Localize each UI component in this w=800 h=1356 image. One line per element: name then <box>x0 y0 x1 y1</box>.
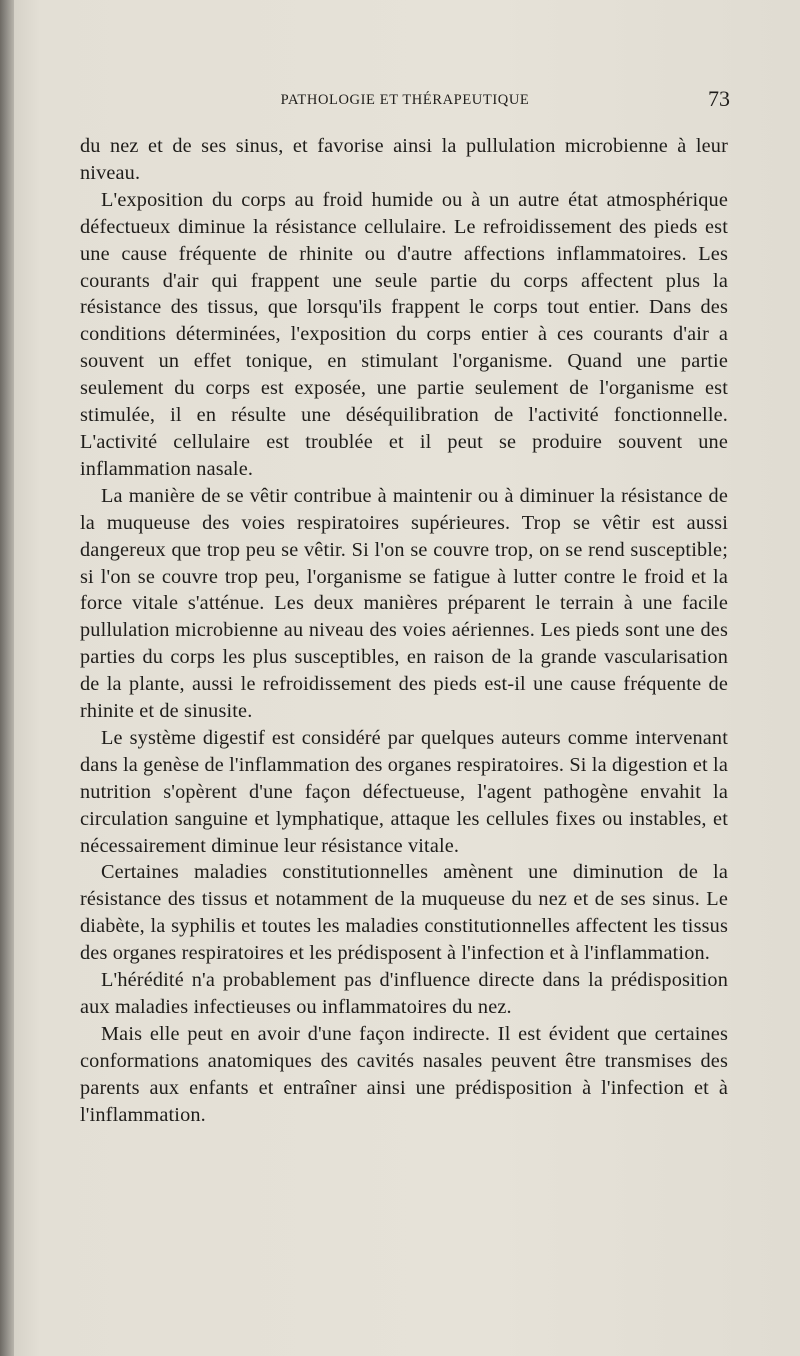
paragraph-exposition-froid: L'exposition du corps au froid humide ou à un autre état atmosphérique défectueux diminue la résistance cellulaire. Le refroidissement des pieds est une cause fréquente de rhinite ou d'autre affections inflammatoires. Les courants d'air qui frappent une seule partie du corps affectent plus la résistance des tissus, que lorsqu'ils frappent le corps tout entier. Dans des conditions déterminées, l'exposition du corps entier à ces courants d'air a souvent un effet tonique, en stimulant l'organisme. Quand une partie seulement du corps est exposée, une partie seulement de l'organisme est stimulée, il en résulte une déséquilibration de l'activité fonctionnelle. L'activité cellulaire est troublée et il peut se produire souvent une inflammation nasale. <box>80 188 728 480</box>
paragraph-systeme-digestif: Le système digestif est considéré par quelques auteurs comme intervenant dans la genèse de l'inflammation des organes respiratoires. Si la digestion et la nutrition s'opèrent d'une façon défectueuse, l'agent pathogène envahit la circulation sanguine et lymphatique, attaque les cellules fixes ou instables, et nécessairement diminue leur résistance vitale. <box>80 726 728 857</box>
book-spine-shadow <box>0 0 14 1356</box>
paragraph-continued: du nez et de ses sinus, et favorise ainsi la pullulation microbienne à leur niveau. <box>80 135 728 184</box>
paragraph-maladies-constitutionnelles: Certaines maladies constitutionnelles amènent une diminution de la résistance des tissus et notamment de la muqueuse du nez et de ses sinus. Le diabète, la syphilis et toutes les maladies constitutionnelles affectent les tissus des organes respiratoires et les prédisposent à l'infection et à l'inflammation. <box>80 861 728 965</box>
body-text <box>80 133 728 1129</box>
running-title: PATHOLOGIE ET THÉRAPEUTIQUE <box>280 92 530 108</box>
paragraph-heredite: L'hérédité n'a probablement pas d'influence directe dans la prédisposition aux maladies infectieuses ou inflammatoires du nez. <box>80 969 728 1018</box>
paragraph-indirecte: Mais elle peut en avoir d'une façon indirecte. Il est évident que certaines conformations anatomiques des cavités nasales peuvent être transmises des parents aux enfants et entraîner ainsi une prédisposition à l'infection et à l'inflammation. <box>80 1022 728 1126</box>
page-header <box>80 86 730 116</box>
paragraph-maniere-vetir: La manière de se vêtir contribue à maintenir ou à diminuer la résistance de la muqueuse des voies respiratoires supérieures. Trop se vêtir est aussi dangereux que trop peu se vêtir. Si l'on se couvre trop, on se rend susceptible; si l'on se couvre trop peu, l'organisme se fatigue à lutter contre le froid et la force vitale s'atténue. Les deux manières préparent le terrain à une facile pullulation microbienne au niveau des voies aériennes. Les pieds sont une des parties du corps les plus susceptibles, en raison de la grande vascularisation de la plante, aussi le refroidissement des pieds est-il une cause fréquente de rhinite et de sinusite. <box>80 484 728 723</box>
page-number: 73 <box>708 86 730 111</box>
